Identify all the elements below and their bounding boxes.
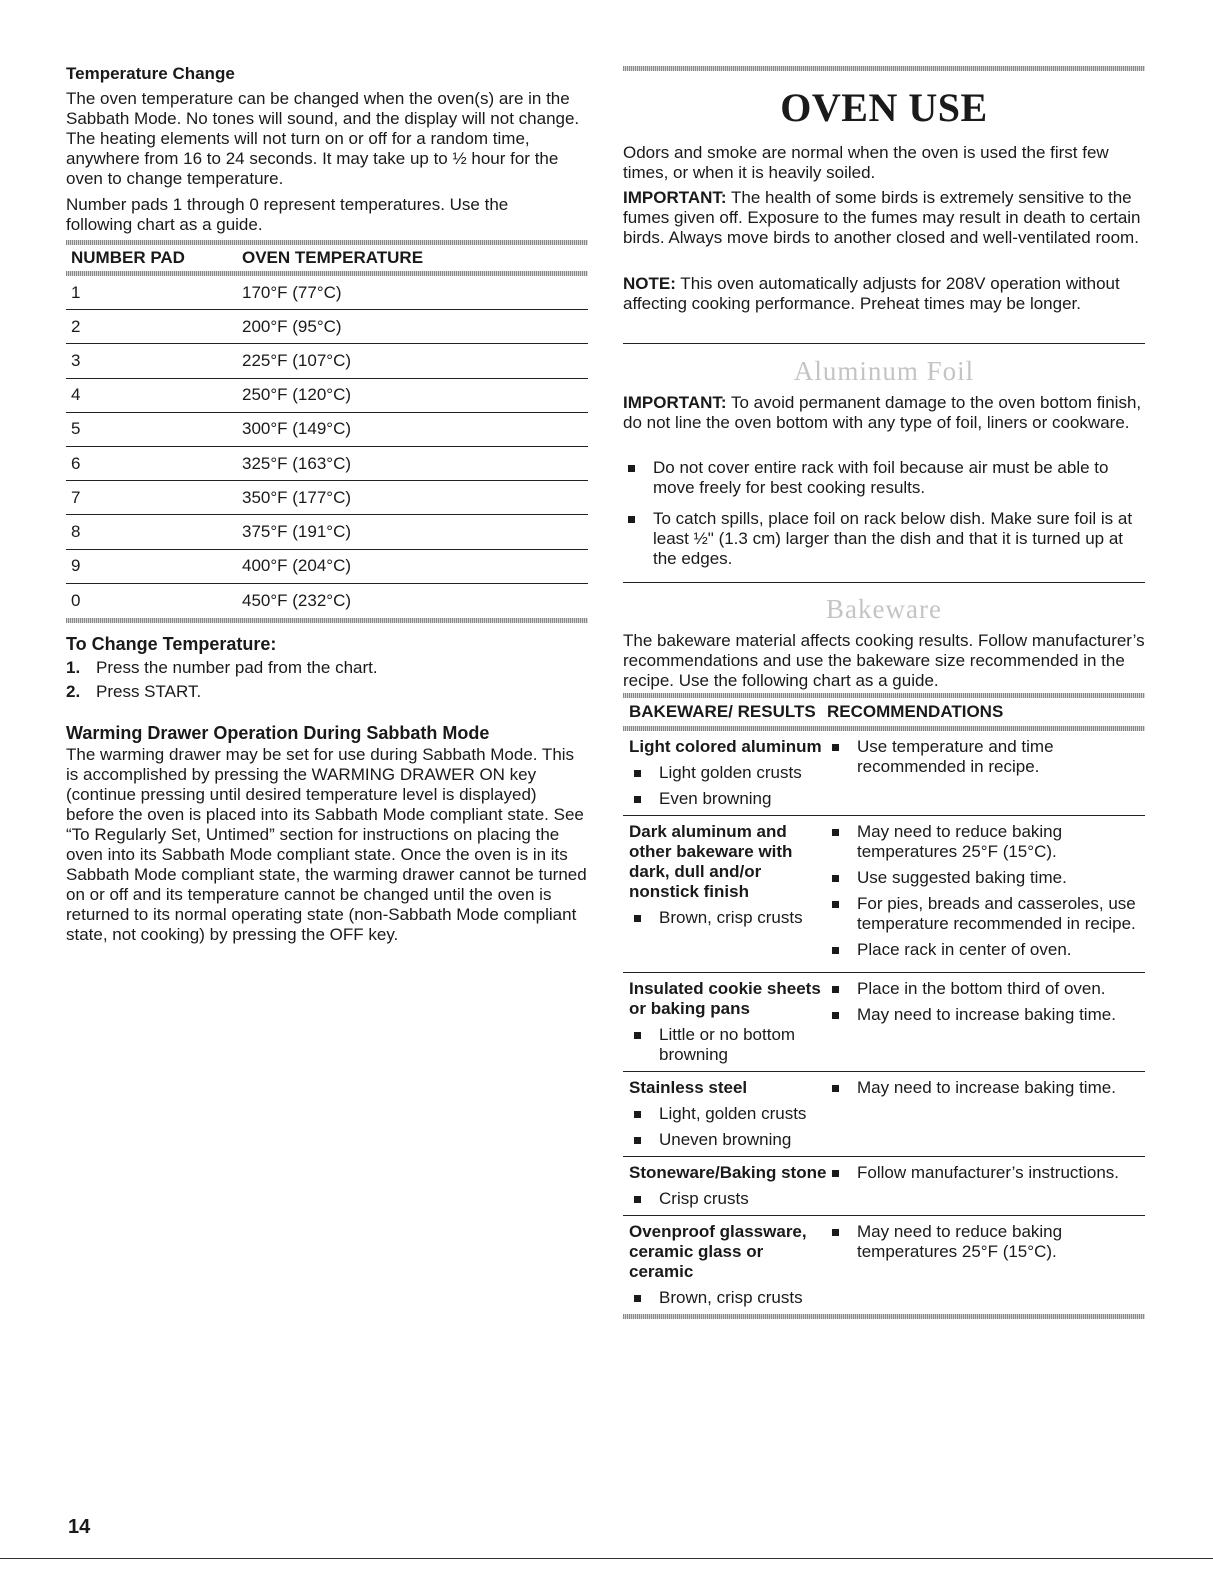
note-text: This oven automatically adjusts for 208V operation without affecting cooking performance. Preheat times may be longer.: [623, 274, 1120, 313]
warming-drawer-heading: Warming Drawer Operation During Sabbath Mode: [66, 723, 490, 743]
temperature-table-row: [66, 379, 588, 413]
result-text: Light golden crusts: [659, 763, 802, 782]
temperature-table-row: [66, 481, 588, 515]
bakeware-material: Stainless steel: [629, 1078, 748, 1097]
bakeware-results-column-header: BAKEWARE/ RESULTS: [629, 702, 816, 721]
oven-temperature-cell: 170°F (77°C): [242, 282, 342, 302]
section-divider: [623, 343, 1145, 344]
bakeware-material: Stoneware/Baking stone: [629, 1163, 827, 1182]
temperature-table-row: [66, 515, 588, 549]
result-bullet: [629, 908, 827, 928]
oven-use-intro: Odors and smoke are normal when the oven is used the first few times, or when it is heavily soiled.: [623, 143, 1109, 182]
bakeware-cell: [629, 1222, 827, 1308]
bullet-square-icon: [623, 509, 653, 569]
section-divider: [623, 582, 1145, 583]
oven-use-title: OVEN USE: [780, 85, 988, 130]
bullet-square-icon: [629, 763, 659, 783]
recommendation-text: May need to increase baking time.: [857, 1078, 1116, 1097]
oven-temperature-cell: 300°F (149°C): [242, 419, 352, 439]
foil-bullet: [623, 458, 1145, 498]
bullet-square-icon: [629, 1189, 659, 1209]
aluminum-foil-title: Aluminum Foil: [793, 356, 975, 386]
page-bottom-rule: [0, 1558, 1213, 1559]
temperature-table-row: [66, 344, 588, 378]
bakeware-table-row: [623, 1157, 1145, 1216]
number-pad-cell: 2: [71, 316, 81, 336]
result-bullet: [629, 1025, 827, 1065]
step-item: [66, 681, 378, 703]
oven-temperature-cell: 450°F (232°C): [242, 590, 352, 610]
recommendation-text: Place in the bottom third of oven.: [857, 979, 1106, 998]
recommendation-text: Place rack in center of oven.: [857, 940, 1072, 959]
bullet-square-icon: [827, 822, 857, 862]
result-text: Crisp crusts: [659, 1189, 749, 1208]
to-change-steps: [66, 657, 378, 703]
step-item: [66, 657, 378, 679]
number-pad-cell: 7: [71, 487, 81, 507]
result-text: Light, golden crusts: [659, 1104, 807, 1123]
recommendation-bullet: [827, 1222, 1145, 1262]
important-text: To avoid permanent damage to the oven bottom finish, do not line the oven bottom with any type of foil, liners or cookware.: [623, 393, 1142, 432]
bullet-square-icon: [827, 737, 857, 777]
bakeware-cell: [629, 737, 827, 809]
recommendation-text: Follow manufacturer’s instructions.: [857, 1163, 1120, 1182]
bakeware-table-header: [623, 698, 1145, 726]
recommendations-cell: [827, 1163, 1145, 1209]
bakeware-intro: The bakeware material affects cooking results. Follow manufacturer’s recommendations and use the bakeware size recommended in the recipe. Use the following chart as a guide.: [623, 631, 1145, 690]
note-label: NOTE:: [623, 274, 676, 293]
result-text: Brown, crisp crusts: [659, 908, 803, 927]
temperature-table: [66, 240, 588, 623]
bullet-square-icon: [629, 1104, 659, 1124]
bakeware-material: Insulated cookie sheets or baking pans: [629, 979, 821, 1018]
bakeware-table: [623, 693, 1145, 1319]
bullet-square-icon: [629, 1130, 659, 1150]
bullet-text: Do not cover entire rack with foil because air must be able to move freely for best cooking results.: [653, 458, 1109, 497]
recommendations-cell: [827, 1078, 1145, 1150]
temperature-table-body: [66, 276, 588, 618]
recommendation-bullet: [827, 1078, 1145, 1098]
bakeware-table-body: [623, 731, 1145, 1314]
oven-temperature-cell: 200°F (95°C): [242, 316, 342, 336]
bakeware-material: Dark aluminum and other bakeware with dark, dull and/or nonstick finish: [629, 822, 793, 901]
recommendation-text: May need to reduce baking temperatures 25°F (15°C).: [857, 1222, 1063, 1261]
oven-temperature-cell: 250°F (120°C): [242, 385, 352, 405]
important-label: IMPORTANT:: [623, 393, 727, 412]
bakeware-table-row: [623, 1216, 1145, 1314]
recommendation-bullet: [827, 979, 1145, 999]
bullet-square-icon: [827, 1163, 857, 1183]
bullet-square-icon: [827, 1222, 857, 1262]
bullet-square-icon: [827, 1078, 857, 1098]
temperature-table-row: [66, 413, 588, 447]
temperature-table-row: [66, 447, 588, 481]
recommendation-bullet: [827, 737, 1145, 777]
recommendations-cell: [827, 737, 1145, 809]
recommendation-text: Use suggested baking time.: [857, 868, 1067, 887]
important-text: The health of some birds is extremely sensitive to the fumes given off. Exposure to the fumes may result in death to certain birds. Always move birds to another closed and well-ventilated room.: [623, 188, 1141, 247]
step-text: Press START.: [96, 682, 202, 701]
bullet-square-icon: [827, 868, 857, 888]
number-pad-cell: 9: [71, 556, 81, 576]
result-text: Brown, crisp crusts: [659, 1288, 803, 1307]
section-top-hatch: [623, 66, 1145, 71]
recommendation-text: Use temperature and time recommended in recipe.: [857, 737, 1054, 776]
to-change-temperature-heading: To Change Temperature:: [66, 634, 277, 654]
bakeware-cell: [629, 979, 827, 1065]
temperature-table-row: [66, 584, 588, 618]
bakeware-cell: [629, 1078, 827, 1150]
temperature-change-paragraph: The oven temperature can be changed when the oven(s) are in the Sabbath Mode. No tones will sound, and the display will not change. The heating elements will not turn on or off for a random time, anywhere from 16 to 24 seconds. It may take up to ½ hour for the oven to change temperature.: [66, 89, 580, 188]
bakeware-cell: [629, 822, 827, 966]
recommendations-cell: [827, 1222, 1145, 1308]
recommendation-bullet: [827, 1005, 1145, 1025]
step-number: 1.: [66, 658, 81, 677]
result-text: Even browning: [659, 789, 772, 808]
number-pad-cell: 0: [71, 590, 81, 610]
oven-temperature-cell: 375°F (191°C): [242, 521, 352, 541]
table-bottom-hatch: [623, 1314, 1145, 1319]
bullet-square-icon: [629, 789, 659, 809]
result-text: Little or no bottom browning: [659, 1025, 796, 1064]
result-bullet: [629, 1104, 827, 1124]
number-pad-cell: 5: [71, 419, 81, 439]
temperature-table-row: [66, 550, 588, 584]
bullet-text: To catch spills, place foil on rack below dish. Make sure foil is at least ½" (1.3 cm) larger than the dish and that it is turned up at the edges.: [653, 509, 1133, 568]
number-pad-cell: 3: [71, 350, 81, 370]
result-bullet: [629, 789, 827, 809]
temperature-table-row: [66, 276, 588, 310]
bullet-square-icon: [629, 1288, 659, 1308]
bullet-square-icon: [827, 894, 857, 934]
recommendations-cell: [827, 822, 1145, 966]
oven-temperature-cell: 400°F (204°C): [242, 556, 352, 576]
result-bullet: [629, 1130, 827, 1150]
foil-bullet: [623, 509, 1145, 569]
oven-temperature-cell: 325°F (163°C): [242, 453, 352, 473]
bakeware-cell: [629, 1163, 827, 1209]
foil-important: [623, 393, 1145, 433]
step-text: Press the number pad from the chart.: [96, 658, 378, 677]
number-pad-cell: 4: [71, 385, 81, 405]
temperature-table-header: [66, 245, 588, 271]
bakeware-table-row: [623, 1072, 1145, 1157]
recommendation-text: May need to reduce baking temperatures 25°F (15°C).: [857, 822, 1063, 861]
bakeware-title: Bakeware: [826, 594, 942, 624]
bakeware-material: Ovenproof glassware, ceramic glass or ceramic: [629, 1222, 807, 1281]
bakeware-material: Light colored aluminum: [629, 737, 822, 756]
bakeware-table-row: [623, 816, 1145, 973]
number-pad-cell: 6: [71, 453, 81, 473]
number-pad-column-header: NUMBER PAD: [71, 248, 185, 267]
important-label: IMPORTANT:: [623, 188, 727, 207]
oven-temperature-cell: 225°F (107°C): [242, 350, 352, 370]
recommendation-text: May need to increase baking time.: [857, 1005, 1116, 1024]
bakeware-table-row: [623, 731, 1145, 816]
recommendations-column-header: RECOMMENDATIONS: [827, 702, 1004, 721]
result-text: Uneven browning: [659, 1130, 792, 1149]
recommendations-cell: [827, 979, 1145, 1065]
result-bullet: [629, 763, 827, 783]
number-pad-cell: 8: [71, 521, 81, 541]
oven-use-note: [623, 274, 1145, 314]
temperature-table-row: [66, 310, 588, 344]
recommendation-text: For pies, breads and casseroles, use temperature recommended in recipe.: [857, 894, 1136, 933]
temperature-change-heading: Temperature Change: [66, 64, 235, 83]
oven-use-important: [623, 188, 1145, 248]
bakeware-table-row: [623, 973, 1145, 1072]
recommendation-bullet: [827, 940, 1145, 960]
result-bullet: [629, 1288, 827, 1308]
bullet-square-icon: [623, 458, 653, 498]
bullet-square-icon: [827, 940, 857, 960]
oven-temperature-cell: 350°F (177°C): [242, 487, 352, 507]
result-bullet: [629, 1189, 827, 1209]
step-number: 2.: [66, 682, 81, 701]
recommendation-bullet: [827, 822, 1145, 862]
recommendation-bullet: [827, 1163, 1145, 1183]
number-pad-cell: 1: [71, 282, 81, 302]
bullet-square-icon: [629, 908, 659, 928]
bullet-square-icon: [629, 1025, 659, 1065]
oven-temperature-column-header: OVEN TEMPERATURE: [242, 248, 424, 267]
number-pad-paragraph: Number pads 1 through 0 represent temperatures. Use the following chart as a guide.: [66, 195, 509, 234]
bullet-square-icon: [827, 979, 857, 999]
recommendation-bullet: [827, 894, 1145, 934]
recommendation-bullet: [827, 868, 1145, 888]
page-number: 14: [68, 1516, 91, 1538]
table-bottom-hatch: [66, 618, 588, 623]
bullet-square-icon: [827, 1005, 857, 1025]
warming-drawer-paragraph: The warming drawer may be set for use during Sabbath Mode. This is accomplished by pressing the WARMING DRAWER ON key (continue pressing until desired temperature level is displayed) before the oven is placed into its Sabbath Mode compliant state. See “To Regularly Set, Untimed” section for instructions on placing the oven into its Sabbath Mode compliant state. Once the oven is in its Sabbath Mode compliant state, the warming drawer cannot be turned on or off and its temperature cannot be changed until the oven is returned to its normal operating state (non-Sabbath Mode compliant state, not cooking) by pressing the OFF key.: [66, 745, 587, 944]
